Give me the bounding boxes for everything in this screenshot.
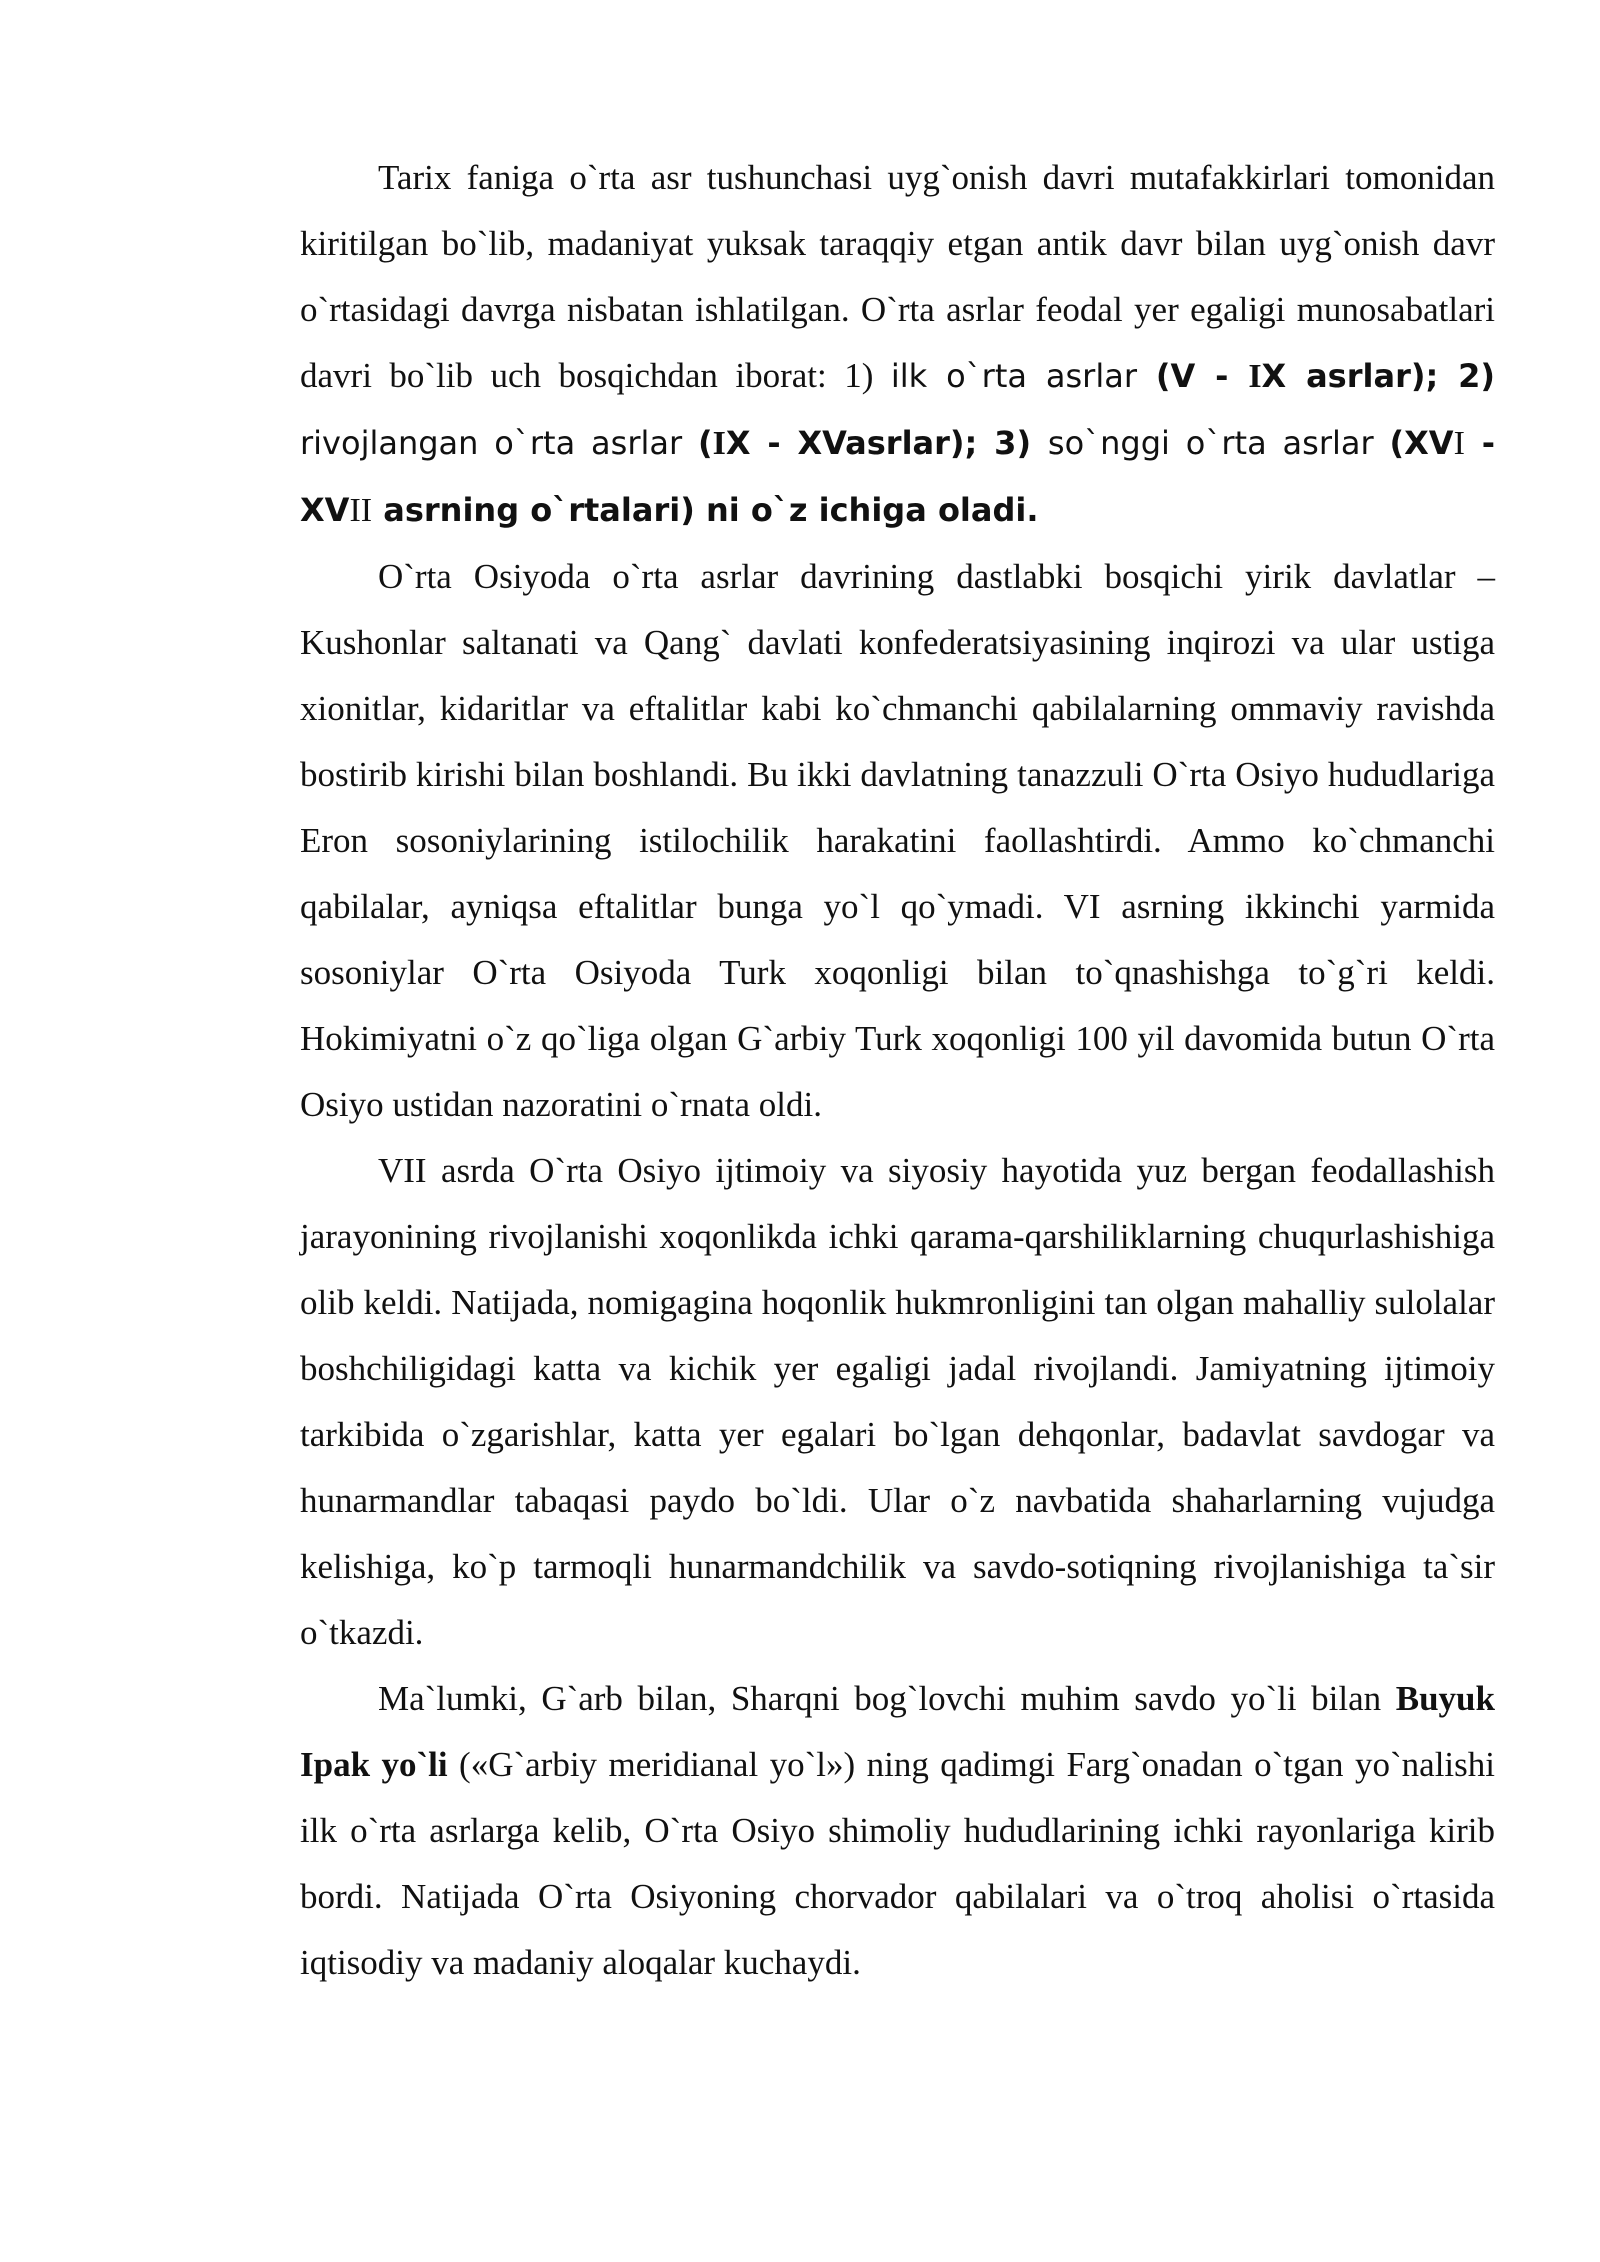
period-dates-developed-open: ( (698, 424, 713, 462)
text-run: («G`arbiy meridianal yo`l») ning qadimgi Farg`onadan o`tgan yo`nalishi ilk o`rta asrlarga kelib, O`rta Osiyo shimoliy hududlarining ichki rayonlariga kirib bordi. Natijada O`rta Osiyoning chorvador qabilalari va o`troq aholisi o`rtasida iqtisodiy va madaniy aloqalar kuchaydi. (300, 1745, 1495, 1982)
period-name-late: so`nggi o`rta asrlar (1047, 424, 1390, 462)
text-run: Tarix faniga o`rta asr tushunchasi uyg`onish davri mutafakkirlari tomonidan kiritilgan bo`lib, madaniyat yuksak taraqqiy etgan antik davr bilan uyg`onish davr o`rtasidagi davrga nisbatan ishlatilgan. O`rta asrlar feodal yer egaligi munosabatlari davri bo`lib uch bosqichdan iborat: 1) (300, 158, 1495, 395)
roman-numeral: I (1453, 425, 1465, 462)
document-page (300, 145, 1495, 1996)
silk-road-term: Buyuk Ipak yo`li (300, 1679, 1495, 1784)
period-dates-early-end: X asrlar); 2) (1261, 357, 1496, 395)
period-dates-developed: X - XVasrlar); 3) (725, 424, 1048, 462)
roman-numeral: I (1248, 358, 1262, 395)
period-dates-late-open: (XV (1389, 424, 1454, 462)
paragraph-early-period: O`rta Osiyoda o`rta asrlar davrining dastlabki bosqichi yirik davlatlar – Kushonlar saltanati va Qang` davlati konfederatsiyasining inqirozi va ular ustiga xionitlar, kidaritlar va eftalitlar kabi ko`chmanchi qabilalarning ommaviy ravishda bostirib kirishi bilan boshlandi. Bu ikki davlatning tanazzuli O`rta Osiyo hududlariga Eron sosoniylarining istilochilik harakatini faollashtirdi. Ammo ko`chmanchi qabilalar, ayniqsa eftalitlar bunga yo`l qo`ymadi. VI asrning ikkinchi yarmida sosoniylar O`rta Osiyoda Turk xoqonligi bilan to`qnashishga to`g`ri keldi. Hokimiyatni o`z qo`liga olgan G`arbiy Turk xoqonligi 100 yil davomida butun O`rta Osiyo ustidan nazoratini o`rnata oldi. (300, 557, 1495, 1124)
roman-numeral: I (712, 425, 726, 462)
period-dates-late-mid: - XV (300, 424, 1495, 529)
roman-numeral: II (349, 492, 373, 529)
period-dates-late-end: asrning o`rtalari) ni o`z ichiga oladi. (372, 491, 1039, 529)
period-name-early: ilk o`rta asrlar (890, 357, 1156, 395)
period-name-developed: rivojlangan o`rta asrlar (300, 424, 698, 462)
period-dates-early: (V - (1155, 357, 1249, 395)
paragraph-silk-road (300, 1666, 1495, 1996)
paragraph-feudalization: VII asrda O`rta Osiyo ijtimoiy va siyosiy hayotida yuz bergan feodallashish jarayonining rivojlanishi xoqonlikda ichki qarama-qarshiliklarning chuqurlashishiga olib keldi. Natijada, nomigagina hoqonlik hukmronligini tan olgan mahalliy sulolalar boshchiligidagi katta va kichik yer egaligi jadal rivojlandi. Jamiyatning ijtimoiy tarkibida o`zgarishlar, katta yer egalari bo`lgan dehqonlar, badavlat savdogar va hunarmandlar tabaqasi paydo bo`ldi. Ular o`z navbatida shaharlarning vujudga kelishiga, ko`p tarmoqli hunarmandchilik va savdo-sotiqning rivojlanishiga ta`sir o`tkazdi. (300, 1151, 1495, 1652)
paragraph-middle-ages-definition (300, 145, 1495, 544)
text-run: Ma`lumki, G`arb bilan, Sharqni bog`lovchi muhim savdo yo`li bilan (378, 1679, 1396, 1718)
